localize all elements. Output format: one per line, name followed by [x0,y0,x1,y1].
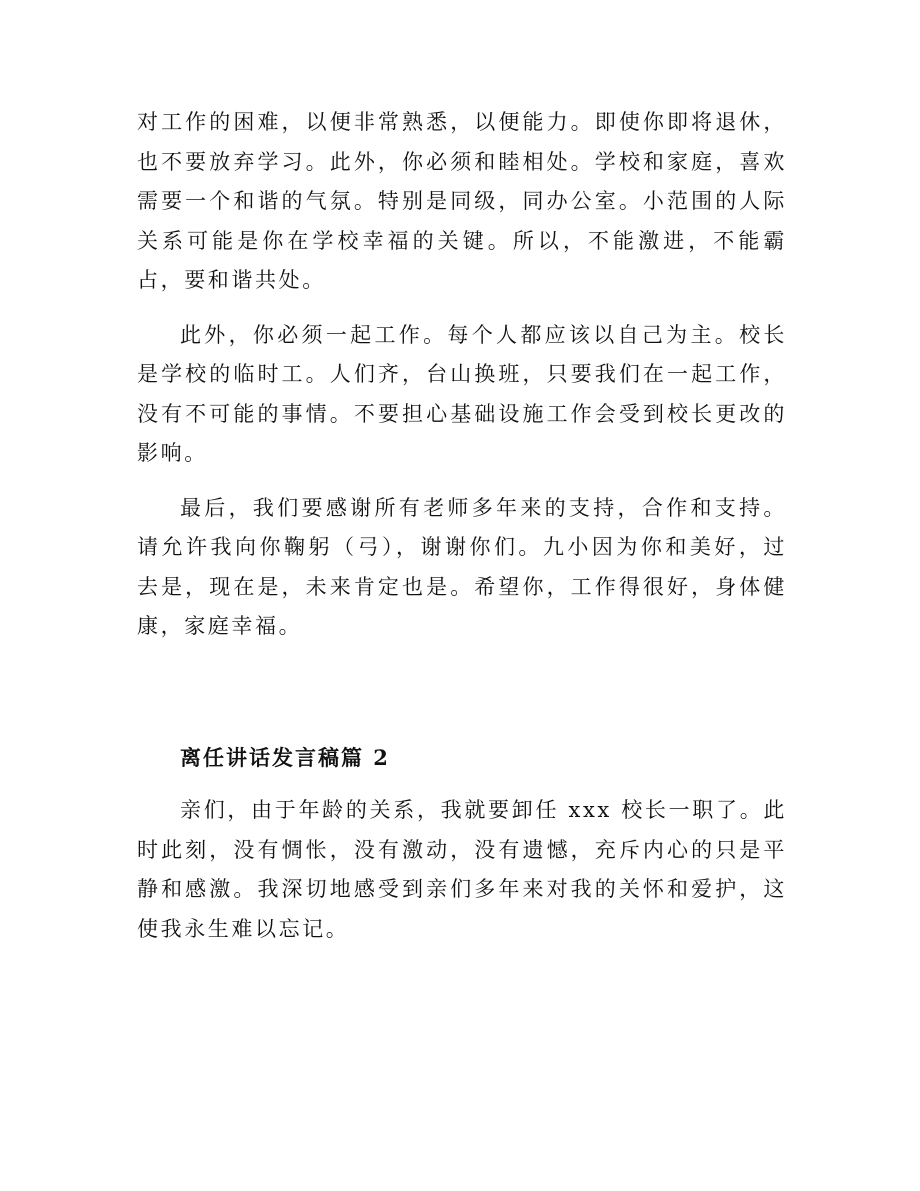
paragraph-2: 此外，你必须一起工作。每个人都应该以自己为主。校长是学校的临时工。人们齐，台山换班，只要我们在一起工作，没有不可能的事情。不要担心基础设施工作会受到校长更改的影响。 [137,322,787,465]
document-body-part1 [137,103,787,647]
paragraph-1: 对工作的困难，以便非常熟悉，以便能力。即使你即将退休，也不要放弃学习。此外，你必须和睦相处。学校和家庭，喜欢需要一个和谐的气氛。特别是同级，同办公室。小范围的人际关系可能是你在学校幸福的关键。所以，不能激进，不能霸占，要和谐共处。 [137,110,787,292]
paragraph-4: 亲们，由于年龄的关系，我就要卸任 xxx 校长一职了。此时此刻，没有惆怅，没有激动，没有遗憾，充斥内心的只是平静和感激。我深切地感受到亲们多年来对我的关怀和爱护，这使我永生难以忘记。 [137,798,787,941]
section-heading: 离任讲话发言稿篇 2 [180,745,390,770]
paragraph-3: 最后，我们要感谢所有老师多年来的支持，合作和支持。请允许我向你鞠躬（弓），谢谢你们。九小因为你和美好，过去是，现在是，未来肯定也是。希望你，工作得很好，身体健康，家庭幸福。 [137,495,787,638]
document-body-part2 [137,791,787,949]
